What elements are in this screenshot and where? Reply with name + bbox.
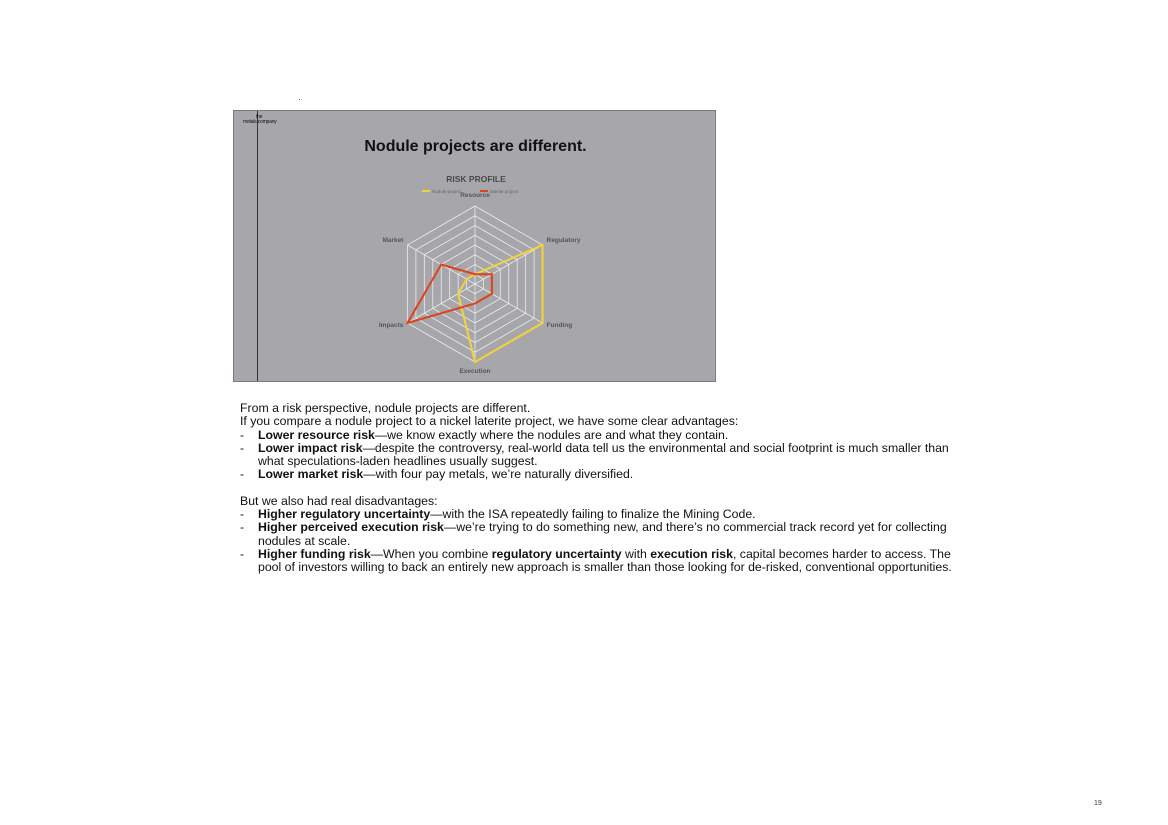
slide-thumbnail: [233, 110, 716, 382]
disadvantages-list: [240, 508, 960, 574]
advantage-resource: - Lower resource risk—we know exactly where the nodules are and what they contain.: [240, 429, 960, 442]
page-number: 19: [1094, 800, 1102, 807]
axis-label-regulatory: Regulatory: [546, 237, 581, 244]
logo-name: metals company: [243, 119, 277, 125]
series-nodule-project: [458, 245, 542, 362]
advantages-list: [240, 429, 960, 482]
chart-title: RISK PROFILE: [446, 174, 506, 184]
advantage-market: - Lower market risk—with four pay metals, we’re naturally diversified.: [240, 468, 960, 481]
disadvantage-regulatory: - Higher regulatory uncertainty—with the ISA repeatedly failing to finalize the Mining Code.: [240, 508, 960, 521]
legend-label-laterite: laterite project: [490, 189, 519, 194]
slide-title: Nodule projects are different.: [364, 138, 587, 155]
notes-intro-disadvantages: But we also had real disadvantages:: [240, 493, 438, 508]
speaker-notes: [240, 402, 960, 575]
radar-chart: [234, 111, 716, 382]
axis-label-execution: Execution: [459, 368, 491, 375]
radar-axis-labels: [379, 192, 581, 375]
legend-label-nodule: Nodule project: [432, 189, 462, 194]
advantage-impact: - Lower impact risk—despite the controversy, real-world data tell us the environmental and social footprint is much smaller than what speculations-laden headlines usually suggest.: [240, 442, 960, 469]
stray-dot: [299, 99, 300, 100]
logo-the: the: [256, 114, 263, 120]
notes-intro-perspective: From a risk perspective, nodule projects are different.: [240, 401, 531, 415]
notes-intro-advantages: If you compare a nodule project to a nickel laterite project, we have some clear advantages:: [240, 414, 739, 429]
axis-label-resource: Resource: [460, 192, 490, 199]
disadvantage-funding: - Higher funding risk—When you combine regulatory uncertainty with execution risk, capital becomes harder to access. The pool of investors willing to back an entirely new approach is smaller than those looking for de-risked, conventional opportunities.: [240, 548, 960, 575]
axis-label-impacts: Impacts: [378, 322, 404, 329]
axis-label-funding: Funding: [546, 322, 573, 329]
disadvantage-execution: - Higher perceived execution risk—we’re trying to do something new, and there’s no commercial track record yet for collecting nodules at scale.: [240, 521, 960, 548]
axis-label-market: Market: [382, 237, 404, 244]
radar-spokes: [407, 206, 542, 362]
